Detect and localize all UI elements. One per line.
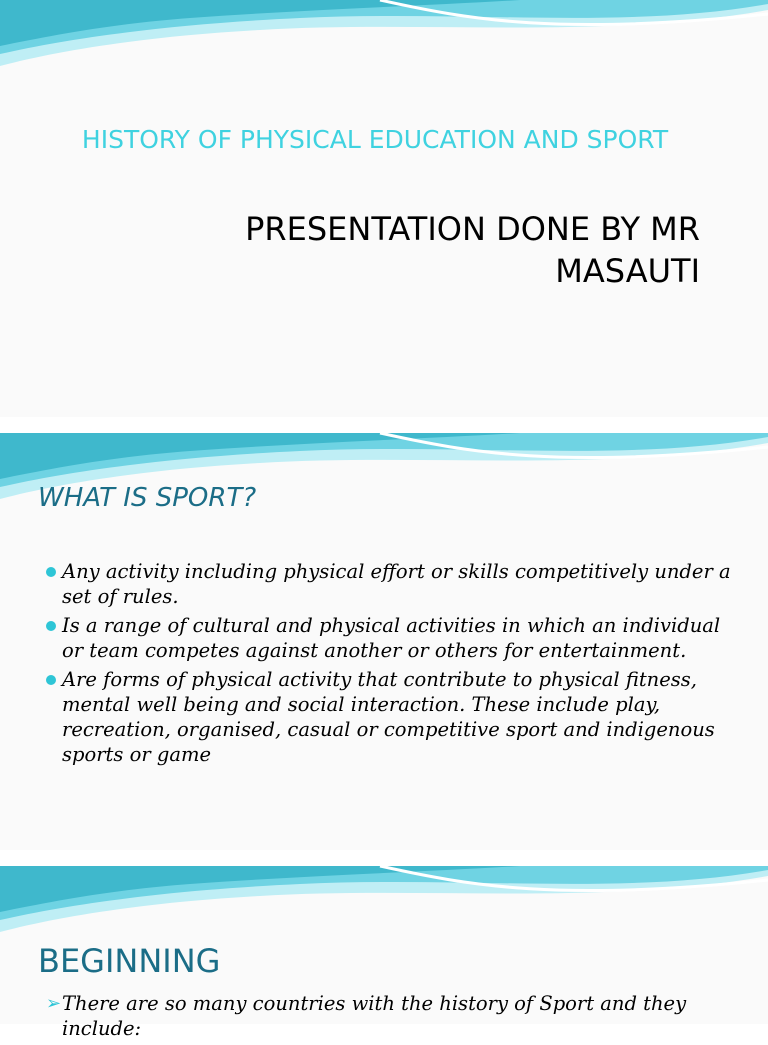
list-item (46, 559, 746, 609)
bullet-text: Any activity including physical effort or skills competitively under a set of rules. (62, 560, 731, 608)
bullet-text: There are so many countries with the history of Sport and they include: (62, 992, 687, 1040)
list-item (46, 667, 746, 767)
bullet-dot-icon (46, 675, 56, 685)
bullet-dot-icon (46, 621, 56, 631)
slide-gap (0, 850, 768, 866)
wave-decoration (0, 0, 768, 80)
slide-heading: BEGINNING (38, 942, 221, 980)
slide-title (0, 0, 768, 417)
slide-gap (0, 417, 768, 433)
arrow-bullet-icon: ➢ (46, 993, 62, 1014)
bullet-list (46, 991, 746, 1045)
slide-heading: WHAT IS SPORT? (38, 483, 257, 513)
slide-what-is-sport (0, 433, 768, 850)
bullet-text: Are forms of physical activity that contribute to physical fitness, mental well being and social interaction. These include play, recreation, organised, casual or competitive sport and indigenous sports or game (62, 668, 715, 766)
slide-beginning (0, 866, 768, 1040)
bullet-dot-icon (46, 567, 56, 577)
list-item (46, 613, 746, 663)
presentation-subtitle (100, 208, 700, 292)
wave-decoration (0, 866, 768, 946)
subtitle-line-1: PRESENTATION DONE BY MR (245, 210, 700, 248)
bullet-list (46, 559, 746, 771)
list-item (46, 991, 746, 1041)
bullet-text: Is a range of cultural and physical activities in which an individual or team competes against another or others for entertainment. (62, 614, 721, 662)
presentation-title: HISTORY OF PHYSICAL EDUCATION AND SPORT (81, 125, 669, 154)
subtitle-line-2: MASAUTI (555, 252, 700, 290)
